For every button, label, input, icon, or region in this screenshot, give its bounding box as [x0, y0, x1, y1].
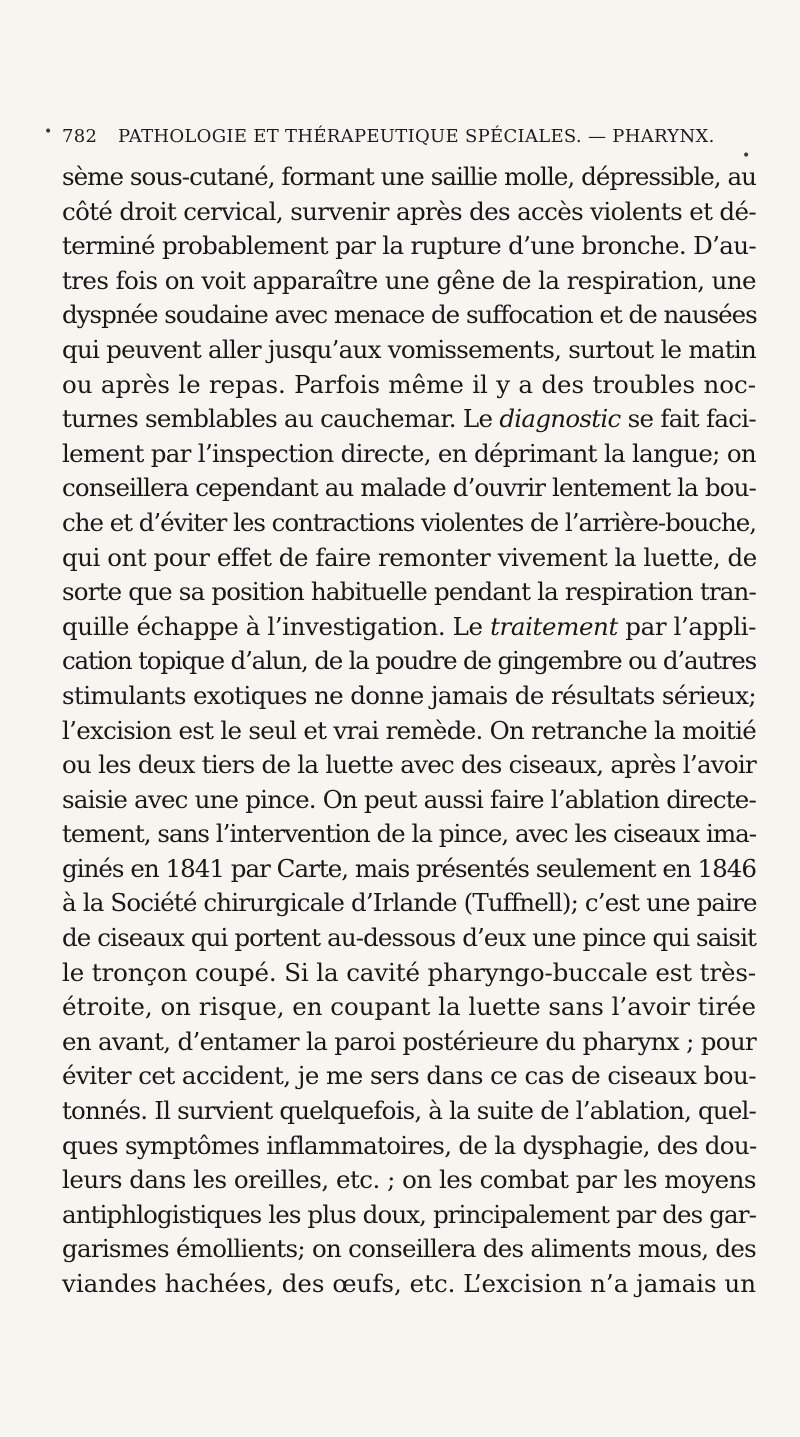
text-line-8-start: turnes semblables au cauchemar. [62, 404, 456, 434]
text-line-8-end: se fait faci- [620, 404, 756, 434]
text-line-18: ou les deux tiers de la luette avec des ciseaux, après l’avoir [62, 750, 756, 780]
text-line-29: ques symptômes inflammatoires, de la dysphagie, des dou- [62, 1130, 757, 1160]
text-line-14-mid: Le [445, 611, 491, 641]
term-diagnostic: diagnostic [499, 404, 621, 434]
text-line-12: qui ont pour effet de faire remonter vivement la luette, de [62, 542, 757, 572]
text-line-14 [62, 610, 756, 645]
text-line-14-end: par l’appli- [617, 611, 757, 641]
text-line-8-mid: Le [455, 404, 500, 434]
running-head [0, 126, 800, 156]
text-line-4: tres fois on voit apparaître une gêne de la respiration, une [62, 265, 756, 295]
text-line-21: ginés en 1841 par Carte, mais présentés seulement en 1846 [62, 853, 756, 883]
text-line-8 [62, 402, 756, 437]
print-speck: • [44, 124, 53, 140]
text-line-14-start: quille échappe à l’investigation. [62, 611, 446, 641]
text-line-2: côté droit cervical, survenir après des accès violents et dé- [62, 196, 756, 226]
text-line-28: tonnés. Il survient quelquefois, à la suite de l’ablation, quel- [62, 1096, 756, 1126]
print-speck: • [742, 148, 751, 164]
text-line-11: che et d’éviter les contractions violentes de l’arrière-bouche, [62, 507, 756, 537]
body-text [62, 160, 756, 1302]
text-line-27: éviter cet accident, je me sers dans ce cas de ciseaux bou- [62, 1061, 756, 1091]
text-line-31: antiphlogistiques les plus doux, principalement par des gar- [62, 1199, 756, 1229]
text-line-1: sème sous-cutané, formant une saillie molle, dépressible, au [62, 162, 756, 191]
text-line-17: l’excision est le seul et vrai remède. On retranche la moitié [62, 715, 756, 745]
text-line-33: viandes hachées, des œufs, etc. L’excision n’a jamais un [62, 1269, 756, 1298]
page-number: 782 [62, 126, 98, 147]
text-line-16: stimulants exotiques ne donne jamais de résultats sérieux; [62, 680, 756, 710]
text-line-9: lement par l’inspection directe, en déprimant la langue; on [62, 438, 756, 468]
text-line-20: tement, sans l’intervention de la pince, avec les ciseaux ima- [62, 819, 756, 849]
term-traitement: traitement [490, 611, 618, 641]
text-line-24: le tronçon coupé. Si la cavité pharyngo-buccale est très- [62, 957, 756, 987]
running-title: PATHOLOGIE ET THÉRAPEUTIQUE SPÉCIALES. — PHARYNX. [118, 126, 715, 147]
text-line-23: de ciseaux qui portent au-dessous d’eux une pince qui saisit [62, 923, 756, 953]
text-line-19: saisie avec une pince. On peut aussi faire l’ablation directe- [62, 784, 756, 814]
text-line-10: conseillera cependant au malade d’ouvrir lentement la bou- [62, 473, 756, 503]
text-line-7: ou après le repas. Parfois même il y a des troubles noc- [62, 369, 756, 399]
text-line-15: cation topique d’alun, de la poudre de gingembre ou d’autres [62, 646, 756, 676]
text-line-5: dyspnée soudaine avec menace de suffocation et de nausées [62, 300, 757, 330]
text-line-30: leurs dans les oreilles, etc. ; on les combat par les moyens [62, 1165, 756, 1195]
text-line-3: terminé probablement par la rupture d’une bronche. D’au- [62, 231, 756, 261]
text-line-22: à la Société chirurgicale d’Irlande (Tuffnell); c’est une paire [62, 888, 757, 918]
text-line-26: en avant, d’entamer la paroi postérieure du pharynx ; pour [62, 1026, 756, 1056]
text-line-13: sorte que sa position habituelle pendant la respiration tran- [62, 577, 756, 607]
text-line-25: étroite, on risque, en coupant la luette sans l’avoir tirée [62, 992, 756, 1022]
text-line-6: qui peuvent aller jusqu’aux vomissements, surtout le matin [62, 334, 756, 364]
text-line-32: garismes émollients; on conseillera des aliments mous, des [62, 1234, 756, 1264]
